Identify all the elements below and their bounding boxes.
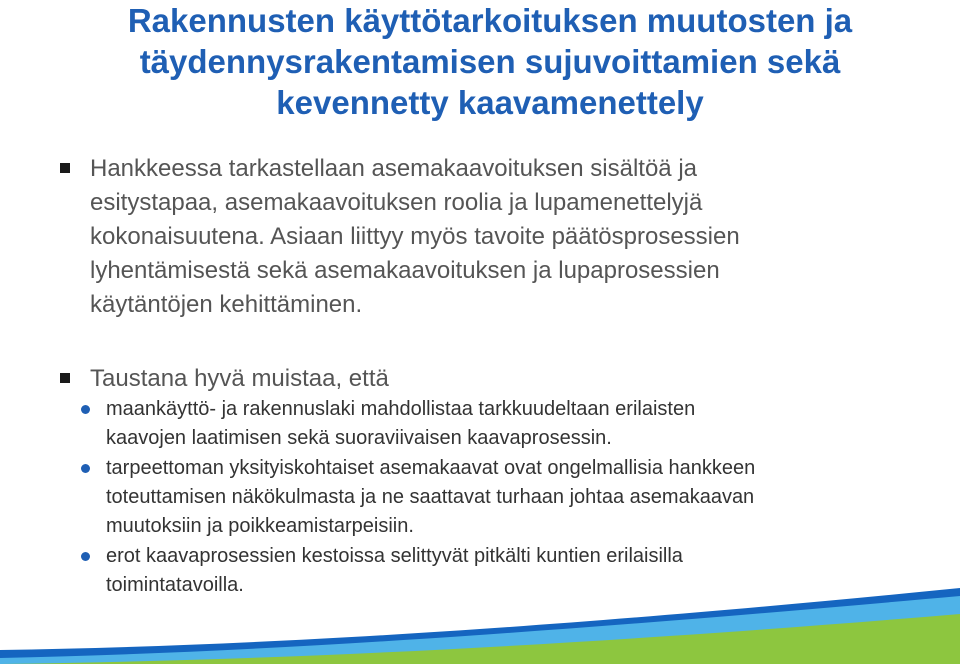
sub-bullet-line: toimintatavoilla. [106, 574, 244, 596]
bullet-line: kokonaisuutena. Asiaan liittyy myös tavoite päätösprosessien [90, 223, 740, 250]
title-line: Rakennusten käyttötarkoituksen muutosten ja [127, 2, 853, 39]
sub-bullet-line: tarpeettoman yksityiskohtaiset asemakaavat ovat ongelmallisia hankkeen [106, 457, 756, 479]
bullet-line: lyhentämisestä sekä asemakaavoituksen ja lupaprosessien [90, 257, 720, 284]
title-line: kevennetty kaavamenettely [276, 84, 704, 121]
sub-bullet-line: kaavojen laatimisen sekä suoraviivaisen kaavaprosessin. [106, 427, 612, 449]
bullet-line: esitystapaa, asemakaavoituksen roolia ja lupamenettelyjä [90, 189, 703, 216]
bullet-line: Hankkeessa tarkastellaan asemakaavoituksen sisältöä ja [90, 155, 697, 182]
bullet-line: Taustana hyvä muistaa, että [90, 365, 389, 392]
sub-bullet-line: toteuttamisen näkökulmasta ja ne saattavat turhaan johtaa asemakaavan [106, 486, 755, 508]
sub-bullet-line: erot kaavaprosessien kestoissa selittyvät pitkälti kuntien erilaisilla [106, 545, 683, 567]
bullet-line: käytäntöjen kehittäminen. [90, 291, 363, 318]
sub-bullet-line: muutoksiin ja poikkeamistarpeisiin. [106, 515, 414, 537]
sub-bullet-line: maankäyttö- ja rakennuslaki mahdollistaa tarkkuudeltaan erilaisten [106, 398, 696, 420]
title-line: täydennysrakentamisen sujuvoittamien sekä [139, 43, 841, 80]
